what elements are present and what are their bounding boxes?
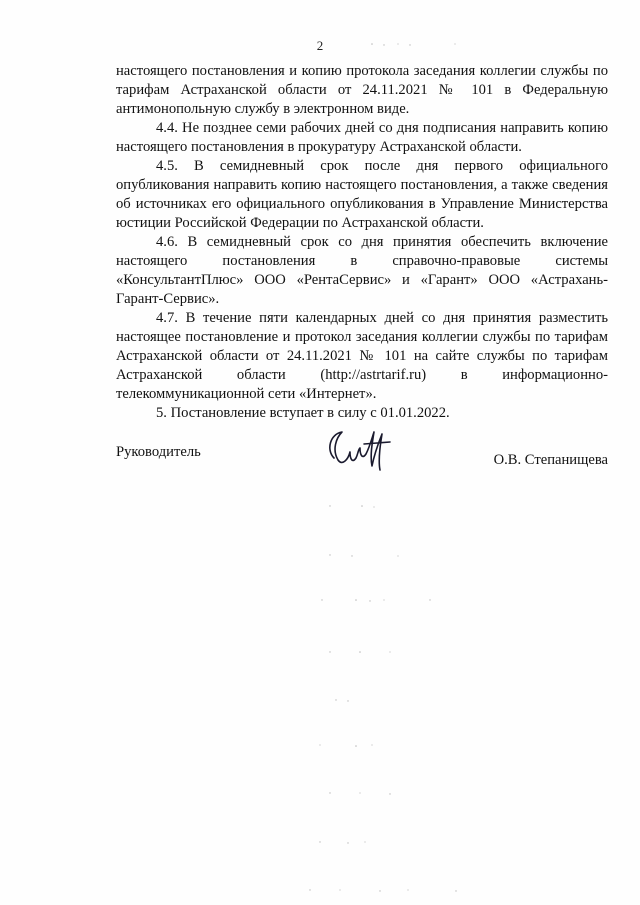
signatory-title: Руководитель (116, 444, 201, 460)
paragraph-4-7: 4.7. В течение пяти календарных дней со дня принятия разместить настоящее постановление и протокол заседания коллегии службы по тарифам Астраханской области от 24.11.2021 № 101 на сайте службы по тарифам Астраханской области (http://astrtarif.ru) в информационно-телекоммуникационной сети «Интернет». (116, 310, 608, 402)
paragraph-4-4: 4.4. Не позднее семи рабочих дней со дня подписания направить копию настоящего постановления в прокуратуру Астраханской области. (116, 120, 608, 155)
signature-block (116, 420, 608, 480)
signatory-name: О.В. Степанищева (493, 452, 608, 468)
page-number: 2 (316, 38, 324, 53)
handwritten-signature (316, 420, 406, 480)
paragraph-5: 5. Постановление вступает в силу с 01.01.2022. (156, 405, 450, 421)
paragraph-4-5: 4.5. В семидневный срок после дня первого официального опубликования направить копию настоящего постановления, а также сведения об источниках его официального опубликования в Управление Министерства юстиции Российской Федерации по Астраханской области. (116, 158, 608, 231)
document-body (116, 62, 608, 423)
paragraph-continuation: настоящего постановления и копию протокола заседания коллегии службы по тарифам Астраханской области от 24.11.2021 № 101 в Федеральную антимонопольную службу в электронном виде. (116, 63, 608, 117)
paragraph-4-6: 4.6. В семидневный срок со дня принятия обеспечить включение настоящего постановления в справочно-правовые системы «КонсультантПлюс» ООО «РентаСервис» и «Гарант» ООО «Астрахань-Гарант-Сервис». (116, 234, 608, 307)
